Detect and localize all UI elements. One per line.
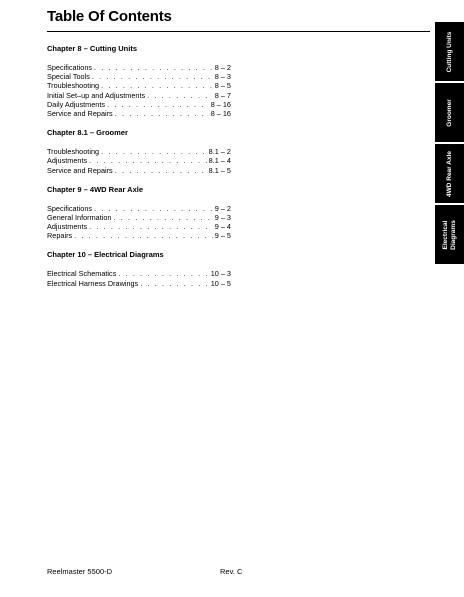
- tab-label: Cutting Units: [445, 31, 453, 72]
- table-of-contents: [47, 44, 231, 298]
- toc-entry-page: 8.1 – 5: [208, 165, 231, 175]
- chapter-heading: Chapter 9 – 4WD Rear Axle: [47, 184, 144, 194]
- toc-entry-page: 8 – 16: [210, 108, 231, 118]
- toc-entry-page: 9 – 5: [214, 231, 231, 241]
- chapter-heading: Chapter 10 – Electrical Diagrams: [47, 250, 164, 260]
- toc-entry-label: Electrical Harness Drawings: [47, 278, 139, 288]
- dot-leader: [94, 204, 213, 213]
- toc-entry-label: Adjustments: [47, 222, 88, 232]
- dot-leader: [94, 63, 213, 72]
- chapter-heading: Chapter 8 – Cutting Units: [47, 44, 138, 53]
- toc-entry-page: 8 – 5: [214, 81, 231, 91]
- toc-entry-page: 10 – 3: [210, 269, 231, 279]
- toc-entry[interactable]: [47, 91, 231, 100]
- footer-right: Rev. C: [220, 567, 243, 576]
- toc-entry-page: 9 – 4: [214, 222, 231, 232]
- dot-leader: [101, 81, 213, 90]
- chapter-10-section: [47, 250, 231, 287]
- tab-cutting-units[interactable]: [435, 22, 464, 81]
- toc-entry[interactable]: [47, 81, 231, 90]
- toc-entry-label: General Information: [47, 212, 112, 222]
- toc-entry[interactable]: [47, 213, 231, 222]
- toc-entry[interactable]: [47, 109, 231, 118]
- dot-leader: [107, 100, 209, 109]
- toc-entry-page: 8 – 7: [214, 90, 231, 100]
- chapter-8-section: [47, 44, 231, 118]
- toc-entry[interactable]: [47, 279, 231, 288]
- toc-entry-page: 9 – 2: [214, 203, 231, 213]
- footer-left: Reelmaster 5500-D: [47, 567, 113, 576]
- toc-entry[interactable]: [47, 204, 231, 213]
- toc-entry-page: 8 – 2: [214, 63, 231, 72]
- toc-entry[interactable]: [47, 72, 231, 81]
- page-title: Table Of Contents: [47, 8, 172, 25]
- toc-entry-label: Service and Repairs: [47, 108, 113, 118]
- toc-entry[interactable]: [47, 147, 231, 156]
- section-tabs: [435, 22, 464, 266]
- dot-leader: [118, 269, 208, 278]
- dot-leader: [92, 72, 213, 81]
- dot-leader: [89, 222, 213, 231]
- dot-leader: [115, 109, 209, 118]
- toc-entry-label: Service and Repairs: [47, 165, 113, 175]
- toc-entry[interactable]: [47, 166, 231, 175]
- toc-entry[interactable]: [47, 222, 231, 231]
- chapter-9-section: [47, 185, 231, 241]
- toc-entry-label: Troubleshooting: [47, 81, 100, 91]
- toc-entry-label: Electrical Schematics: [47, 269, 117, 279]
- toc-entry-label: Daily Adjustments: [47, 99, 105, 109]
- toc-entry[interactable]: [47, 231, 231, 240]
- tab-groomer[interactable]: [435, 83, 464, 142]
- toc-entry[interactable]: [47, 269, 231, 278]
- toc-entry[interactable]: [47, 63, 231, 72]
- toc-entry-page: 10 – 5: [210, 278, 231, 288]
- tab-4wd-rear-axle[interactable]: [435, 144, 464, 203]
- toc-entry-label: Specifications: [47, 203, 93, 213]
- tab-label: 4WD Rear Axle: [445, 150, 453, 197]
- tab-label: Electrical Diagrams: [441, 219, 457, 250]
- tab-label: Groomer: [445, 98, 453, 127]
- dot-leader: [114, 213, 213, 222]
- chapter-heading: Chapter 8.1 – Groomer: [47, 128, 128, 138]
- toc-entry-label: Special Tools: [47, 72, 90, 82]
- dot-leader: [115, 166, 207, 175]
- toc-entry-page: 8 – 3: [214, 72, 231, 82]
- dot-leader: [140, 279, 208, 288]
- toc-entry-label: Specifications: [47, 63, 93, 72]
- toc-entry-label: Initial Set–up and Adjustments: [47, 90, 146, 100]
- toc-entry-page: 8 – 16: [210, 99, 231, 109]
- dot-leader: [101, 147, 207, 156]
- dot-leader: [89, 156, 207, 165]
- toc-entry[interactable]: [47, 100, 231, 109]
- dot-leader: [147, 91, 213, 100]
- toc-entry-page: 9 – 3: [214, 212, 231, 222]
- toc-entry[interactable]: [47, 156, 231, 165]
- toc-entry-label: Repairs: [47, 231, 73, 241]
- toc-entry-page: 8.1 – 4: [208, 156, 231, 166]
- toc-entry-label: Troubleshooting: [47, 147, 100, 157]
- dot-leader: [74, 231, 213, 240]
- toc-entry-page: 8.1 – 2: [208, 147, 231, 157]
- chapter-8-1-section: [47, 128, 231, 175]
- tab-electrical-diagrams[interactable]: [435, 205, 464, 264]
- title-divider: [47, 31, 430, 32]
- toc-entry-label: Adjustments: [47, 156, 88, 166]
